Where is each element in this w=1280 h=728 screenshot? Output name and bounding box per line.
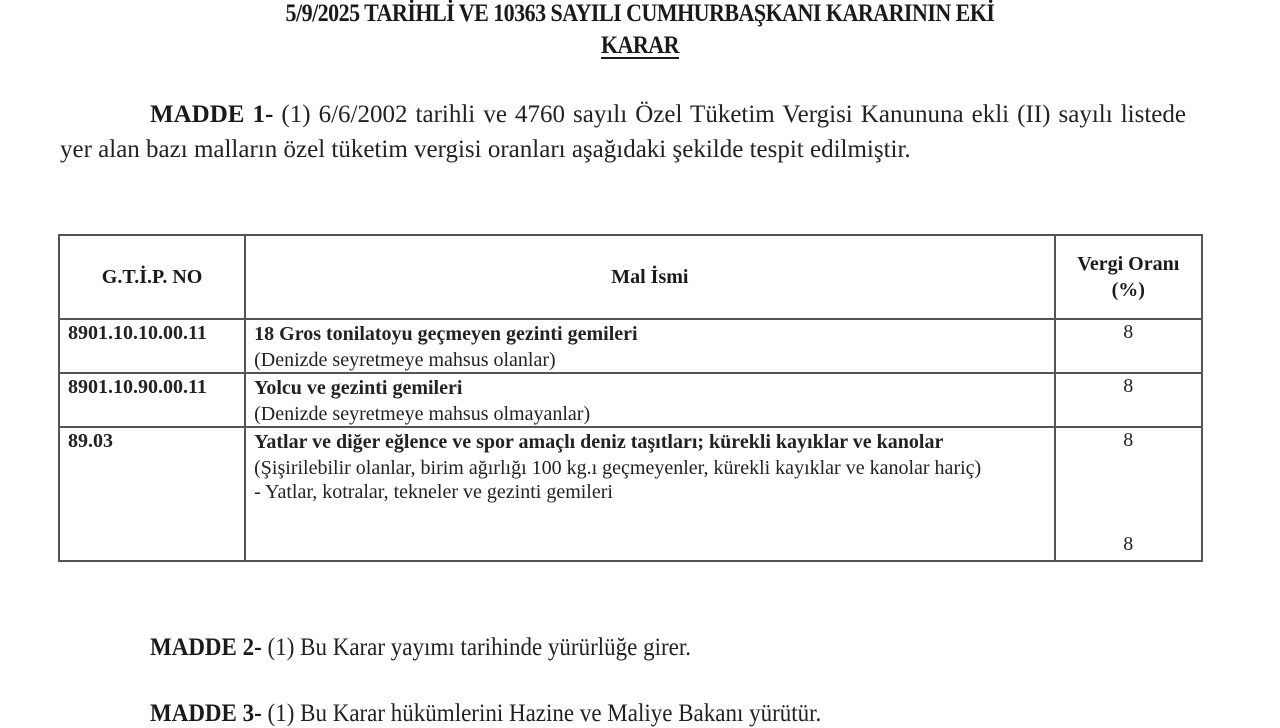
article-2-label: MADDE 2-: [150, 634, 262, 661]
product-name: [245, 373, 1054, 427]
product-name-main: 18 Gros tonilatoyu geçmeyen gezinti gemileri: [254, 323, 638, 345]
table-row: [59, 373, 1202, 427]
table-row: [59, 427, 1202, 561]
article-1-text: (1) 6/6/2002 tarihli ve 4760 sayılı Özel Tüketim Vergisi Kanununa ekli (II) sayılı listede yer alan bazı malların özel tüketim vergisi oranları aşağıdaki şekilde tespit edilmiştir.: [60, 101, 1186, 163]
article-1: [60, 97, 1186, 167]
tax-rate-subitem: 8: [1123, 533, 1134, 555]
article-1-label: MADDE 1-: [150, 101, 274, 128]
gtip-code: 8901.10.90.00.11: [59, 373, 245, 427]
karar-heading: KARAR: [600, 32, 680, 59]
product-name-note: (Denizde seyretmeye mahsus olanlar): [254, 349, 556, 371]
document-title: 5/9/2025 TARİHLİ VE 10363 SAYILI CUMHURBAŞKANI KARARININ EKİ: [285, 0, 995, 27]
tax-rate: 8: [1055, 373, 1202, 427]
header-product-name: Mal İsmi: [245, 235, 1054, 319]
product-name-note: (Şişirilebilir olanlar, birim ağırlığı 100 kg.ı geçmeyenler, kürekli kayıklar ve kanolar hariç): [254, 457, 982, 479]
table-row: [59, 319, 1202, 373]
header-tax-rate-unit: (%): [1111, 279, 1145, 301]
tax-rate-cell: [1055, 427, 1202, 561]
header-tax-rate: [1055, 235, 1202, 319]
document-subtitle: [165, 32, 1115, 60]
tax-rate-table: [58, 234, 1203, 562]
product-name-note: (Denizde seyretmeye mahsus olmayanlar): [254, 403, 591, 425]
product-name: [245, 427, 1054, 561]
article-3-label: MADDE 3-: [150, 700, 262, 727]
article-2: [150, 634, 691, 662]
article-2-text: (1) Bu Karar yayımı tarihinde yürürlüğe girer.: [267, 634, 692, 661]
table-header-row: [59, 235, 1202, 319]
header-tax-rate-label: Vergi Oranı: [1077, 253, 1180, 275]
tax-rate: 8: [1055, 319, 1202, 373]
product-name-main: Yolcu ve gezinti gemileri: [254, 377, 463, 399]
product-name: [245, 319, 1054, 373]
article-3: [150, 700, 821, 728]
product-name-main: Yatlar ve diğer eğlence ve spor amaçlı deniz taşıtları; kürekli kayıklar ve kanolar: [254, 431, 944, 453]
tax-rate: 8: [1123, 429, 1134, 451]
gtip-code: 8901.10.10.00.11: [59, 319, 245, 373]
gtip-code: 89.03: [59, 427, 245, 561]
product-subitem: - Yatlar, kotralar, tekneler ve gezinti gemileri: [254, 481, 613, 503]
header-gtip-no: G.T.İ.P. NO: [59, 235, 245, 319]
article-3-text: (1) Bu Karar hükümlerini Hazine ve Maliye Bakanı yürütür.: [267, 700, 822, 727]
